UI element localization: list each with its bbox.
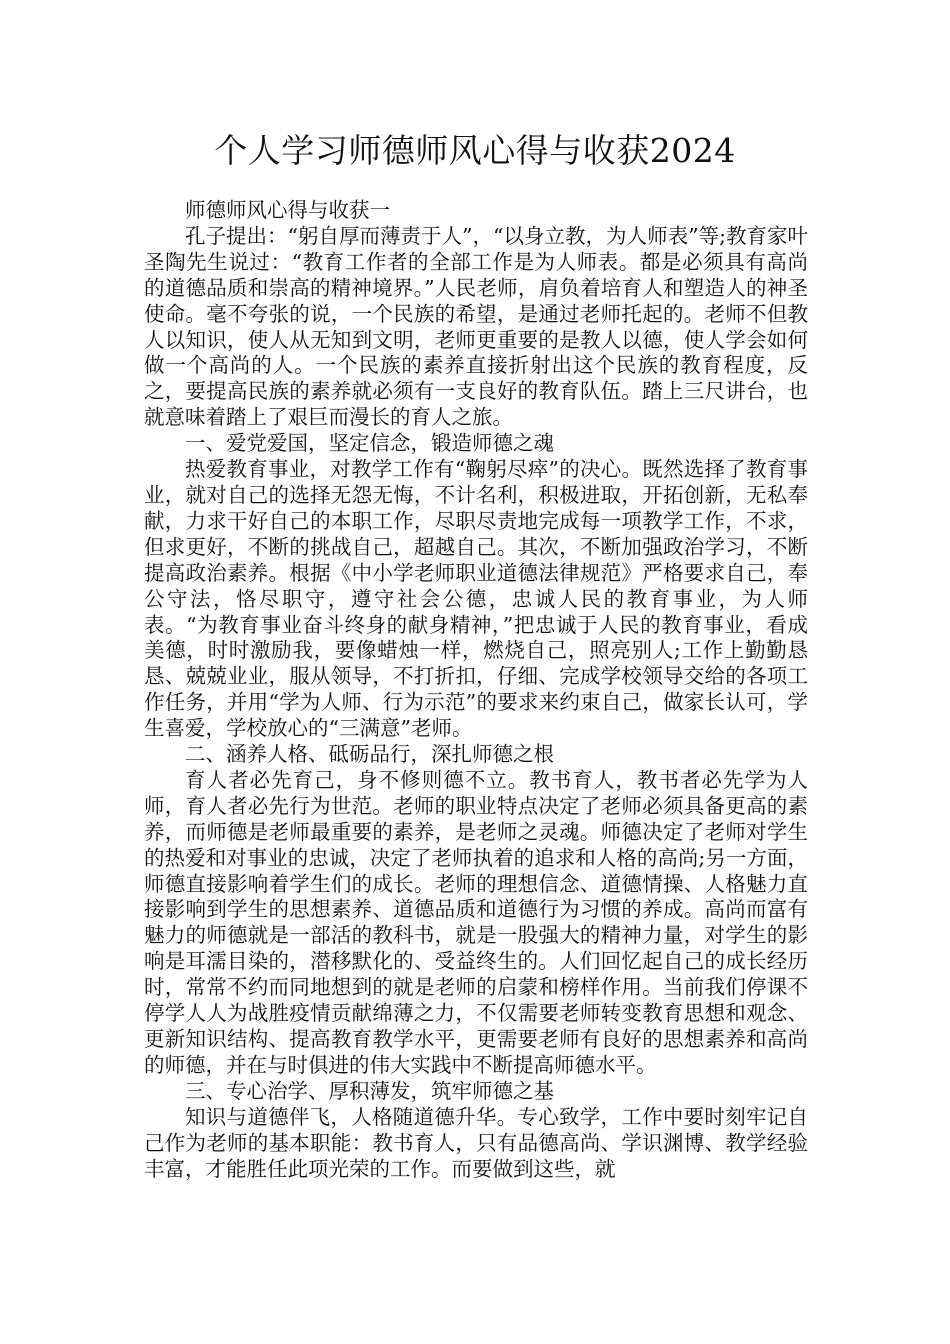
document-title: 个人学习师德师风心得与收获2024: [214, 131, 736, 170]
section-heading: 一、爱党爱国，坚定信念，锻造师德之魂: [185, 431, 554, 456]
body-paragraph: 热爱教育事业，对教学工作有“鞠躬尽瘁”的决心。既然选择了教育事业，就对自己的选择无怨无悔，不计名利，积极进取，开拓创新，无私奉献，力求干好自己的本职工作，尽职尽责地完成每一项教学工作，不求，但求更好，不断的挑战自己，超越自己。其次，不断加强政治学习，不断提高政治素养。根据《中小学老师职业道德法律规范》严格要求自己，奉公守法，恪尽职守，遵守社会公德，忠诚人民的教育事业，为人师表。“为教育事业奋斗终身的献身精神，”把忠诚于人民的教育事业，看成美德，时时激励我，要像蜡烛一样，燃烧自己，照亮别人;工作上勤勤恳恳、兢兢业业，服从领导，不打折扣，仔细、完成学校领导交给的各项工作任务，并用“学为人师、行为示范”的要求来约束自己，做家长认可，学生喜爱，学校放心的“三满意”老师。: [144, 457, 808, 741]
body-paragraph: 孔子提出：“躬自厚而薄责于人”，“以身立教，为人师表”等;教育家叶圣陶先生说过：“教育工作者的全部工作是为人师表。都是必须具有高尚的道德品质和崇高的精神境界。”人民老师，肩负着培育人和塑造人的神圣使命。毫不夸张的说，一个民族的希望，是通过老师托起的。老师不但教人以知识，使人从无知到文明，老师更重要的是教人以德，使人学会如何做一个高尚的人。一个民族的素养直接折射出这个民族的教育程度，反之，要提高民族的素养就必须有一支良好的教育队伍。踏上三尺讲台，也就意味着踏上了艰巨而漫长的育人之旅。: [144, 223, 808, 430]
section-heading: 二、涵养人格、砥砺品行，深扎师德之根: [185, 742, 554, 767]
section-heading: 三、专心治学、厚积薄发，筑牢师德之基: [185, 1078, 554, 1103]
body-paragraph: 知识与道德伴飞，人格随道德升华。专心致学，工作中要时刻牢记自己作为老师的基本职能：教书育人，只有品德高尚、学识渊博、教学经验丰富，才能胜任此项光荣的工作。而要做到这些，就: [144, 1104, 808, 1181]
section-heading: 师德师风心得与收获一: [185, 198, 390, 222]
document-body: [144, 198, 808, 1182]
body-paragraph: 育人者必先育己，身不修则德不立。教书育人，教书者必先学为人师，育人者必先行为世范。老师的职业特点决定了老师必须具备更高的素养，而师德是老师最重要的素养，是老师之灵魂。师德决定了老师对学生的热爱和对事业的忠诚，决定了老师执着的追求和人格的高尚;另一方面，师德直接影响着学生们的成长。老师的理想信念、道德情操、人格魅力直接影响到学生的思想素养、道德品质和道德行为习惯的养成。高尚而富有魅力的师德就是一部活的教科书，就是一股强大的精神力量，对学生的影响是耳濡目染的，潜移默化的、受益终生的。人们回忆起自己的成长经历时，常常不约而同地想到的就是老师的启蒙和榜样作用。当前我们停课不停学人人为战胜疫情贡献绵薄之力，不仅需要老师转变教育思想和观念、更新知识结构、提高教育教学水平，更需要老师有良好的思想素养和高尚的师德，并在与时俱进的伟大实践中不断提高师德水平。: [144, 767, 808, 1077]
